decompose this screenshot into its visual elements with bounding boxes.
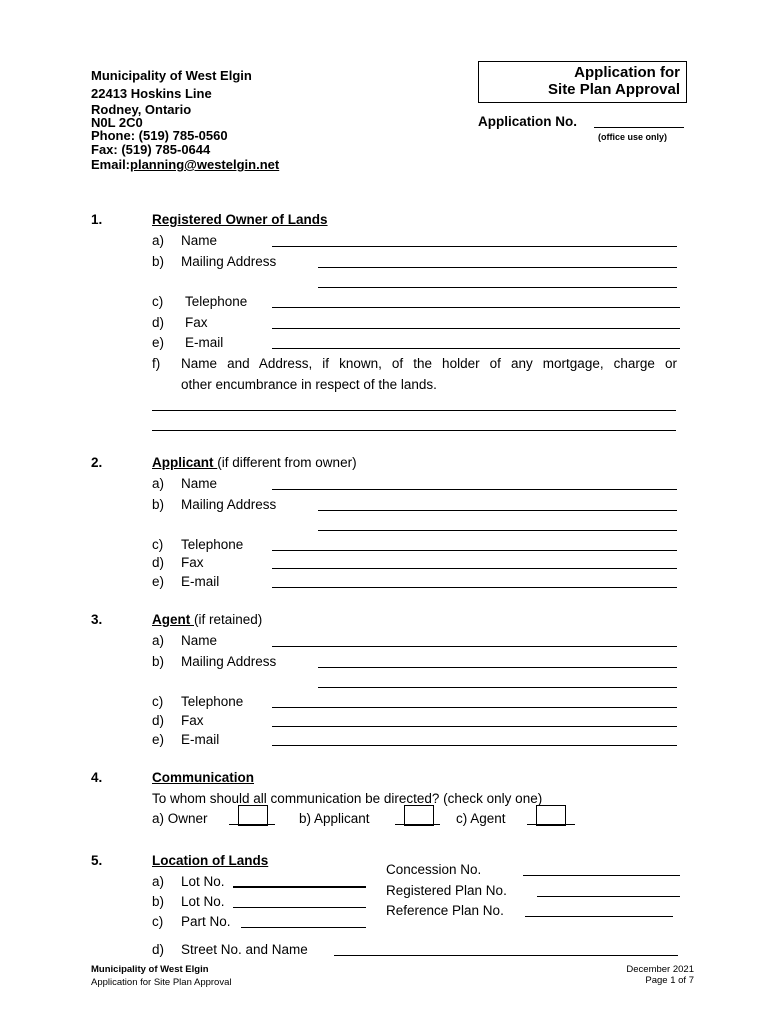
owner-option-label: a) Owner [152, 811, 208, 826]
title-line1: Application for [574, 64, 680, 81]
item-e-marker: e) [152, 335, 165, 350]
title-box [478, 61, 687, 103]
applicant-mailing-label: Mailing Address [181, 497, 277, 512]
section-1-heading: Registered Owner of Lands [152, 212, 328, 227]
agent-name-label: Name [181, 633, 218, 648]
lot-no-2-label: Lot No. [181, 894, 225, 909]
mortgage-text-2: other encumbrance in respect of the lands. [181, 377, 437, 392]
lot-no-2-field[interactable] [233, 907, 366, 908]
applicant-email-label: E-mail [181, 574, 220, 589]
owner-name-label: Name [181, 233, 218, 248]
registered-plan-label: Registered Plan No. [386, 883, 507, 898]
owner-telephone-field[interactable] [272, 307, 680, 308]
application-no-field[interactable] [594, 127, 684, 128]
owner-fax-label: Fax [185, 315, 208, 330]
section-2-heading: Applicant [152, 455, 218, 470]
lot-no-label: Lot No. [181, 874, 225, 889]
item-a-marker: a) [152, 476, 165, 491]
owner-telephone-label: Telephone [185, 294, 248, 309]
item-c-marker: c) [152, 694, 164, 709]
municipality-postal: N0L 2C0 [91, 115, 143, 130]
reference-plan-field[interactable] [525, 916, 673, 917]
owner-email-field[interactable] [272, 348, 680, 349]
item-d-marker: d) [152, 315, 165, 330]
owner-checkbox[interactable] [238, 805, 268, 826]
agent-mailing-label: Mailing Address [181, 654, 277, 669]
owner-fax-field[interactable] [272, 328, 680, 329]
registered-plan-field[interactable] [537, 896, 680, 897]
agent-name-field[interactable] [272, 646, 677, 647]
item-b-marker: b) [152, 254, 165, 269]
lot-no-field[interactable] [233, 886, 366, 888]
footer-form-name: Application for Site Plan Approval [91, 977, 232, 988]
item-c-marker: c) [152, 914, 164, 929]
applicant-mailing-field-2[interactable] [318, 530, 677, 531]
section-5-heading: Location of Lands [152, 853, 269, 868]
applicant-name-label: Name [181, 476, 218, 491]
agent-option-label: c) Agent [456, 811, 506, 826]
item-b-marker: b) [152, 654, 165, 669]
section-2-suffix: (if different from owner) [217, 455, 357, 470]
municipality-address2: Rodney, Ontario [91, 102, 192, 117]
item-e-marker: e) [152, 574, 165, 589]
section-1-number: 1. [91, 212, 103, 227]
applicant-mailing-field-1[interactable] [318, 510, 677, 511]
municipality-address1: 22413 Hoskins Line [91, 86, 212, 101]
agent-fax-field[interactable] [272, 726, 677, 727]
section-3-heading-row [152, 612, 262, 627]
agent-email-field[interactable] [272, 745, 677, 746]
part-no-field[interactable] [241, 927, 366, 928]
item-b-marker: b) [152, 894, 165, 909]
reference-plan-label: Reference Plan No. [386, 903, 504, 918]
footer-municipality: Municipality of West Elgin [91, 964, 209, 975]
owner-name-field[interactable] [272, 246, 677, 247]
item-b-marker: b) [152, 497, 165, 512]
mortgage-field-1[interactable] [152, 410, 676, 411]
footer-date: December 2021 [626, 964, 694, 975]
applicant-name-field[interactable] [272, 489, 677, 490]
agent-telephone-label: Telephone [181, 694, 244, 709]
owner-mailing-field-1[interactable] [318, 267, 677, 268]
street-label: Street No. and Name [181, 942, 308, 957]
section-3-heading: Agent [152, 612, 194, 627]
item-d-marker: d) [152, 555, 165, 570]
application-no-label: Application No. [478, 114, 577, 129]
footer-page-number: Page 1 of 7 [645, 975, 694, 986]
owner-mailing-label: Mailing Address [181, 254, 277, 269]
item-f-marker: f) [152, 356, 161, 371]
applicant-email-field[interactable] [272, 587, 677, 588]
item-a-marker: a) [152, 633, 165, 648]
item-c-marker: c) [152, 537, 164, 552]
mortgage-field-2[interactable] [152, 430, 676, 431]
item-a-marker: a) [152, 233, 165, 248]
email-link[interactable]: planning@westelgin.net [130, 157, 280, 172]
section-4-number: 4. [91, 770, 103, 785]
applicant-telephone-label: Telephone [181, 537, 244, 552]
part-no-label: Part No. [181, 914, 231, 929]
item-c-marker: c) [152, 294, 164, 309]
item-a-marker: a) [152, 874, 165, 889]
agent-mailing-field-2[interactable] [318, 687, 677, 688]
agent-email-label: E-mail [181, 732, 220, 747]
concession-field[interactable] [523, 875, 680, 876]
agent-checkbox[interactable] [536, 805, 566, 826]
section-3-suffix: (if retained) [194, 612, 263, 627]
agent-telephone-field[interactable] [272, 707, 677, 708]
section-5-number: 5. [91, 853, 103, 868]
office-use-note: (office use only) [598, 132, 668, 142]
item-d-marker: d) [152, 942, 165, 957]
item-e-marker: e) [152, 732, 165, 747]
section-3-number: 3. [91, 612, 103, 627]
concession-label: Concession No. [386, 862, 482, 877]
owner-email-label: E-mail [185, 335, 224, 350]
communication-question: To whom should all communication be directed? (check only one) [152, 791, 543, 806]
municipality-email-row [91, 157, 279, 172]
section-4-heading: Communication [152, 770, 255, 785]
agent-mailing-field-1[interactable] [318, 667, 677, 668]
applicant-checkbox[interactable] [404, 805, 434, 826]
municipality-name: Municipality of West Elgin [91, 68, 252, 83]
agent-fax-label: Fax [181, 713, 204, 728]
item-d-marker: d) [152, 713, 165, 728]
owner-mailing-field-2[interactable] [318, 287, 677, 288]
municipality-phone: Phone: (519) 785-0560 [91, 128, 228, 143]
applicant-fax-field[interactable] [272, 568, 677, 569]
street-field[interactable] [334, 955, 678, 956]
email-label: Email: [91, 157, 131, 172]
section-2-heading-row [152, 455, 357, 470]
title-line2: Site Plan Approval [548, 81, 680, 98]
applicant-telephone-field[interactable] [272, 550, 677, 551]
applicant-option-label: b) Applicant [299, 811, 370, 826]
mortgage-text-1: Name and Address, if known, of the holder of any mortgage, charge or [181, 356, 677, 371]
section-2-number: 2. [91, 455, 103, 470]
municipality-fax: Fax: (519) 785-0644 [91, 142, 211, 157]
applicant-fax-label: Fax [181, 555, 204, 570]
